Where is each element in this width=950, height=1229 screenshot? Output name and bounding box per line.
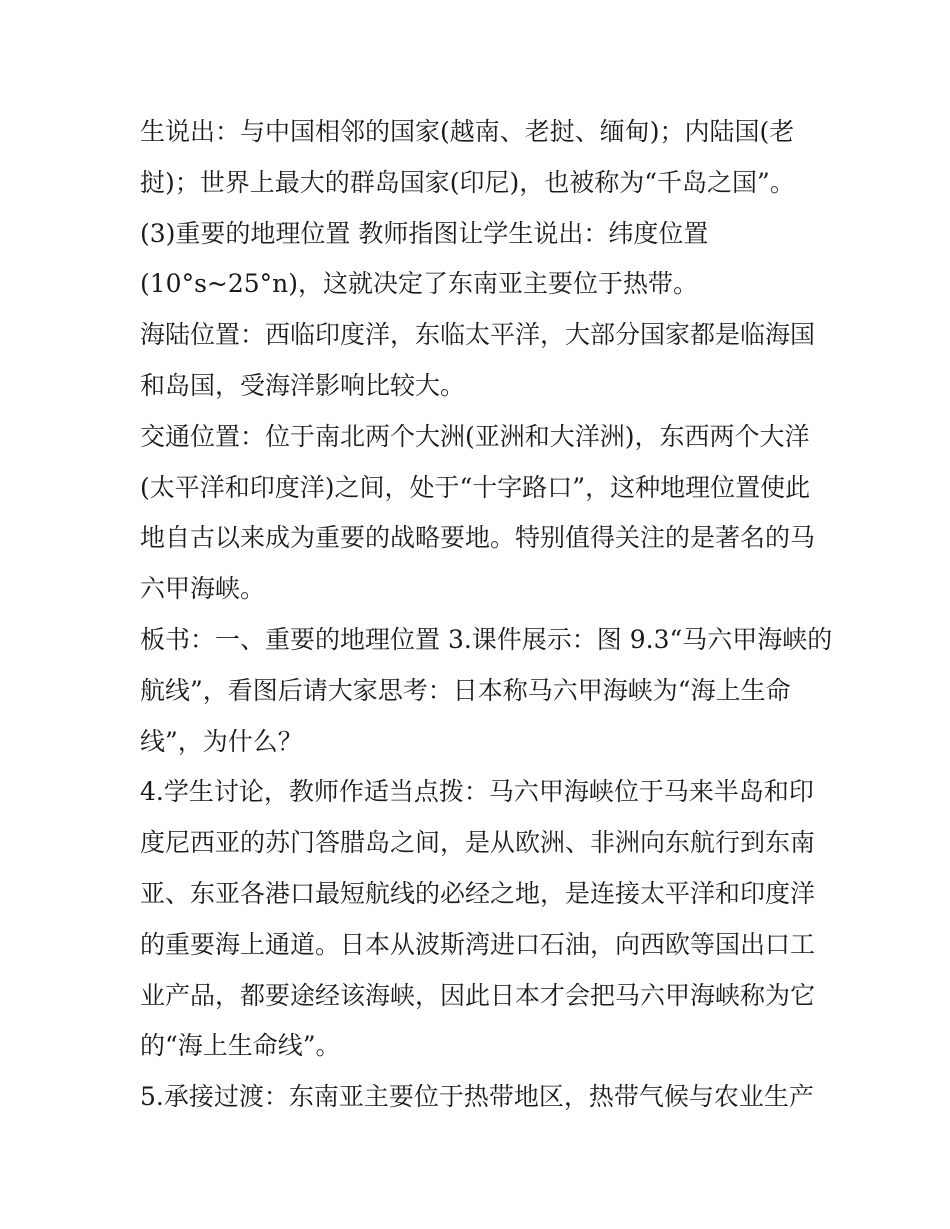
text-line: 5.承接过渡：东南亚主要位于热带地区，热带气候与农业生产: [140, 1082, 814, 1112]
text-line: 4.学生讨论，教师作适当点拨：马六甲海峡位于马来半岛和印: [140, 777, 814, 807]
text-line: 业产品，都要途经该海峡，因此日本才会把马六甲海峡称为它: [140, 980, 816, 1010]
document-body: [140, 107, 833, 1123]
text-line: 交通位置：位于南北两个大洲(亚洲和大洋洲)，东西两个大洋: [140, 421, 810, 451]
text-line: 六甲海峡。: [140, 574, 266, 604]
text-line: 航线”，看图后请大家思考：日本称马六甲海峡为“海上生命: [140, 675, 791, 705]
text-line: 生说出：与中国相邻的国家(越南、老挝、缅甸)；内陆国(老: [140, 117, 795, 146]
text-line: 度尼西亚的苏门答腊岛之间，是从欧洲、非洲向东航行到东南: [140, 828, 816, 858]
text-line: (10°s~25°n)，这就决定了东南亚主要位于热带。: [140, 269, 699, 299]
text-line: 线”，为什么？: [140, 726, 303, 756]
text-line: 的重要海上通道。日本从波斯湾进口石油，向西欧等国出口工: [140, 929, 816, 959]
text-line: 的“海上生命线”。: [140, 1031, 341, 1061]
text-line: 和岛国，受海洋影响比较大。: [140, 370, 466, 400]
text-line: (太平洋和印度洋)之间，处于“十字路口”，这种地理位置使此: [140, 472, 811, 502]
text-line: 地自古以来成为重要的战略要地。特别值得关注的是著名的马: [140, 523, 816, 553]
text-line: 亚、东亚各港口最短航线的必经之地，是连接太平洋和印度洋: [140, 878, 816, 908]
text-line: (3)重要的地理位置 教师指图让学生说出：纬度位置: [140, 218, 709, 248]
text-line: 海陆位置：西临印度洋，东临太平洋，大部分国家都是临海国: [140, 320, 816, 350]
text-line: 挝)；世界上最大的群岛国家(印尼)，也被称为“千岛之国”。: [140, 167, 795, 197]
text-line: 板书：一、重要的地理位置 3.课件展示：图 9.3“马六甲海峡的: [140, 624, 833, 654]
